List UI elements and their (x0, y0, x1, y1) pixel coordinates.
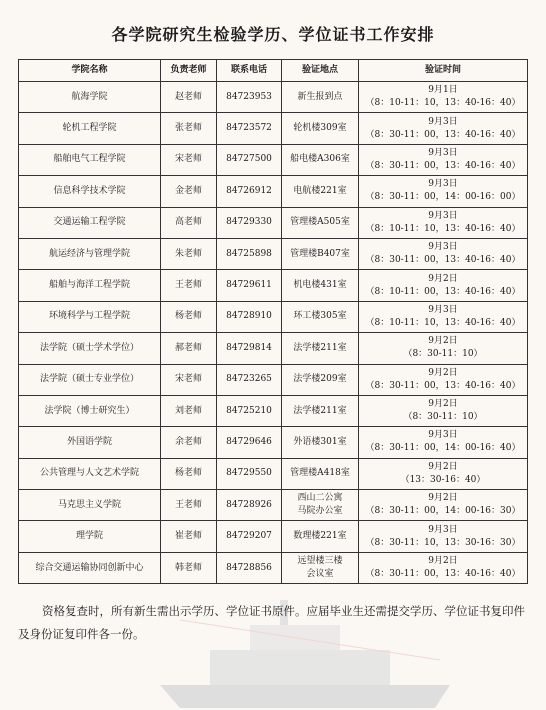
college-cell: 外国语学院 (19, 427, 161, 458)
verify-date: 9月3日 (428, 179, 458, 190)
verify-hours: （8：10-11：10，13：40-16：40） (365, 317, 521, 328)
time-cell (359, 82, 528, 113)
verify-hours: （8：10-11：10，13：40-16：40） (365, 98, 521, 109)
verify-hours: （8：10-11：10，13：40-16：40） (365, 223, 521, 234)
phone-cell: 84729330 (217, 207, 282, 238)
teacher-cell: 张老师 (161, 113, 217, 144)
college-cell: 船舶电气工程学院 (19, 144, 161, 175)
verify-date: 9月2日 (428, 367, 458, 378)
location-cell: 机电楼431室 (282, 270, 359, 301)
teacher-cell: 宋老师 (161, 364, 217, 395)
location-cell: 西山二公寓 马院办公室 (282, 490, 359, 521)
college-cell: 马克思主义学院 (19, 490, 161, 521)
time-cell (359, 395, 528, 426)
verify-hours: （13：30-16：40） (400, 474, 486, 485)
table-row (19, 333, 528, 364)
time-cell (359, 333, 528, 364)
verify-date: 9月3日 (428, 210, 458, 221)
header-teacher: 负责老师 (161, 60, 217, 82)
table-row (19, 364, 528, 395)
table-row (19, 490, 528, 521)
page-title: 各学院研究生检验学历、学位证书工作安排 (111, 25, 435, 44)
verify-hours: （8：10-11：00，13：40-16：40） (365, 286, 521, 297)
verify-date: 9月2日 (428, 556, 458, 567)
table-row (19, 427, 528, 458)
college-cell: 法学院（博士研究生） (19, 395, 161, 426)
requirements-note: 资格复查时，所有新生需出示学历、学位证书原件。应届毕业生还需提交学历、学位证书复印件及身份证复印件各一份。 (18, 604, 525, 641)
phone-cell: 84729611 (217, 270, 282, 301)
teacher-cell: 杨老师 (161, 458, 217, 489)
table-header-row (19, 60, 528, 82)
teacher-cell: 余老师 (161, 427, 217, 458)
time-cell (359, 144, 528, 175)
table-row (19, 144, 528, 175)
verify-date: 9月1日 (428, 85, 458, 96)
verify-date: 9月2日 (428, 461, 458, 472)
phone-cell: 84729550 (217, 458, 282, 489)
table-row (19, 395, 528, 426)
teacher-cell: 金老师 (161, 176, 217, 207)
location-cell: 法学楼211室 (282, 333, 359, 364)
table-row (19, 458, 528, 489)
time-cell (359, 238, 528, 269)
verify-hours: （8：30-11：10） (403, 349, 483, 360)
time-cell (359, 490, 528, 521)
teacher-cell: 郝老师 (161, 333, 217, 364)
verify-hours: （8：30-11：00，14：00-16：30） (365, 506, 521, 517)
verify-date: 9月2日 (428, 493, 458, 504)
verify-date: 9月3日 (428, 116, 458, 127)
table-row (19, 521, 528, 552)
location-cell: 管理楼A505室 (282, 207, 359, 238)
header-location: 验证地点 (282, 60, 359, 82)
time-cell (359, 113, 528, 144)
college-cell: 法学院（硕士专业学位） (19, 364, 161, 395)
phone-cell: 84728856 (217, 552, 282, 583)
time-cell (359, 176, 528, 207)
phone-cell: 84725210 (217, 395, 282, 426)
college-cell: 法学院（硕士学术学位） (19, 333, 161, 364)
location-cell: 管理楼A418室 (282, 458, 359, 489)
location-cell: 环工楼305室 (282, 301, 359, 332)
location-cell: 法学楼209室 (282, 364, 359, 395)
time-cell (359, 458, 528, 489)
location-cell: 法学楼211室 (282, 395, 359, 426)
college-cell: 船舶与海洋工程学院 (19, 270, 161, 301)
teacher-cell: 杨老师 (161, 301, 217, 332)
schedule-table (18, 59, 528, 584)
phone-cell: 84723572 (217, 113, 282, 144)
verify-date: 9月2日 (428, 336, 458, 347)
teacher-cell: 朱老师 (161, 238, 217, 269)
teacher-cell: 高老师 (161, 207, 217, 238)
location-cell: 新生报到点 (282, 82, 359, 113)
phone-cell: 84729646 (217, 427, 282, 458)
table-row (19, 82, 528, 113)
table-row (19, 301, 528, 332)
header-college: 学院名称 (19, 60, 161, 82)
verify-date: 9月3日 (428, 430, 458, 441)
college-cell: 航海学院 (19, 82, 161, 113)
verify-hours: （8：30-11：00，13：40-16：40） (365, 129, 521, 140)
phone-cell: 84727500 (217, 144, 282, 175)
college-cell: 交通运输工程学院 (19, 207, 161, 238)
phone-cell: 84723953 (217, 82, 282, 113)
college-cell: 公共管理与人文艺术学院 (19, 458, 161, 489)
time-cell (359, 364, 528, 395)
teacher-cell: 王老师 (161, 490, 217, 521)
teacher-cell: 宋老师 (161, 144, 217, 175)
college-cell: 航运经济与管理学院 (19, 238, 161, 269)
table-row (19, 552, 528, 583)
phone-cell: 84729207 (217, 521, 282, 552)
verify-date: 9月3日 (428, 147, 458, 158)
college-cell: 环境科学与工程学院 (19, 301, 161, 332)
location-cell: 管理楼B407室 (282, 238, 359, 269)
verify-date: 9月2日 (428, 273, 458, 284)
teacher-cell: 韩老师 (161, 552, 217, 583)
verify-hours: （8：30-11：00，14：00-16：00） (365, 192, 521, 203)
verify-date: 9月2日 (428, 399, 458, 410)
table-row (19, 207, 528, 238)
location-cell: 外语楼301室 (282, 427, 359, 458)
teacher-cell: 崔老师 (161, 521, 217, 552)
phone-cell: 84729814 (217, 333, 282, 364)
college-cell: 信息科学技术学院 (19, 176, 161, 207)
teacher-cell: 刘老师 (161, 395, 217, 426)
verify-date: 9月3日 (428, 242, 458, 253)
verify-hours: （8：30-11：00，13：40-16：40） (365, 160, 521, 171)
phone-cell: 84728910 (217, 301, 282, 332)
verify-date: 9月3日 (428, 304, 458, 315)
college-cell: 综合交通运输协同创新中心 (19, 552, 161, 583)
table-row (19, 270, 528, 301)
time-cell (359, 301, 528, 332)
verify-date: 9月3日 (428, 524, 458, 535)
verify-hours: （8：30-11：10） (403, 412, 483, 423)
verify-hours: （8：30-11：10，13：30-16：30） (365, 537, 521, 548)
phone-cell: 84725898 (217, 238, 282, 269)
location-cell: 轮机楼309室 (282, 113, 359, 144)
location-cell: 远望楼三楼 会议室 (282, 552, 359, 583)
table-row (19, 238, 528, 269)
college-cell: 轮机工程学院 (19, 113, 161, 144)
teacher-cell: 赵老师 (161, 82, 217, 113)
time-cell (359, 270, 528, 301)
teacher-cell: 王老师 (161, 270, 217, 301)
location-cell: 数理楼221室 (282, 521, 359, 552)
college-cell: 理学院 (19, 521, 161, 552)
verify-hours: （8：30-11：00，14：00-16：40） (365, 443, 521, 454)
phone-cell: 84728926 (217, 490, 282, 521)
verify-hours: （8：30-11：00，13：40-16：40） (365, 569, 521, 580)
table-row (19, 176, 528, 207)
time-cell (359, 521, 528, 552)
table-row (19, 113, 528, 144)
phone-cell: 84723265 (217, 364, 282, 395)
phone-cell: 84726912 (217, 176, 282, 207)
header-phone: 联系电话 (217, 60, 282, 82)
time-cell (359, 552, 528, 583)
header-time: 验证时间 (359, 60, 528, 82)
verify-hours: （8：30-11：00，13：40-16：40） (365, 380, 521, 391)
location-cell: 船电楼A306室 (282, 144, 359, 175)
time-cell (359, 207, 528, 238)
verify-hours: （8：30-11：00，13：40-16：40） (365, 255, 521, 266)
time-cell (359, 427, 528, 458)
location-cell: 电航楼221室 (282, 176, 359, 207)
